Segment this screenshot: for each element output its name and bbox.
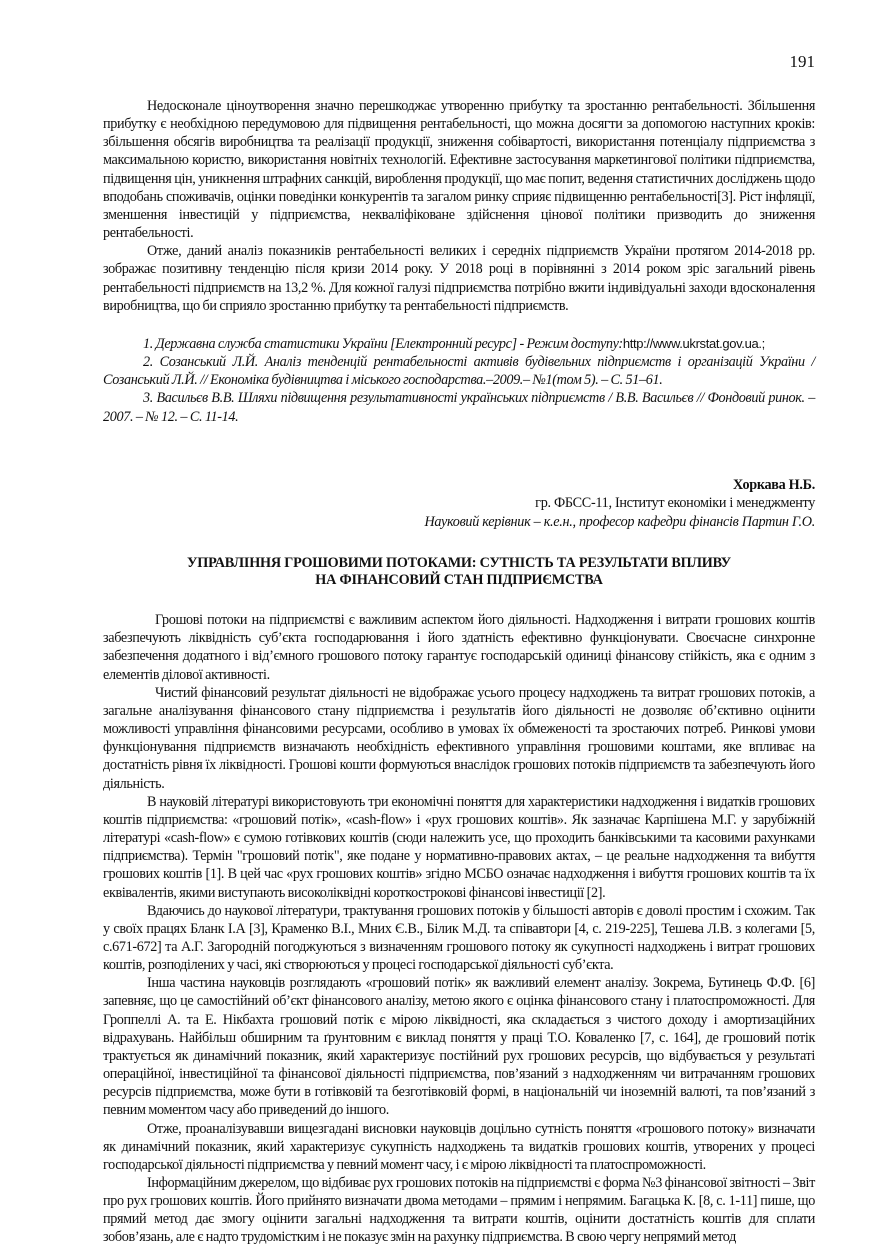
article-body <box>103 611 815 1246</box>
paragraph: Інша частина науковців розглядають «грошовий потік» як важливий елемент аналізу. Зокрема, Бутинець Ф.Ф. [6] запевняє, що це самостійний об’єкт фінансового аналізу, метою якого є оцінка фінансового стану і платоспроможності. Для Гроппеллі А. та Е. Нікбахта грошовий потік є мірою ліквідності, яка складається з чистого доходу і амортизаційних відрахувань. Найбільш обширним та ґрунтовним є виклад поняття у праці Т.О. Коваленко [7, с. 164], де грошовий потік трактується як динамічний показник, який характеризує постійний рух грошових ресурсів, що відбувається у результаті операційної, інвестиційної та фінансової діяльності підприємства, пов’язаний з надходженням чи витрачанням грошових ресурсів підприємства, може бути в готівковій та безготівковій формі, в національній чи іноземній валюті, та пов’язаний з певним моментом часу або приведений до іншого. <box>103 975 815 1119</box>
paragraph: Недосконале ціноутворення значно перешкоджає утворенню прибутку та зростанню рентабельності. Збільшення прибутку є необхідною передумовою для підвищення рентабельності, що можна досягти за допомогою наступних кроків: збільшення обсягів виробництва та реалізації продукції, зниження собівартості, використання потенціалу підприємства з максимальною користю, використання новітніх технологій. Ефективне застосування маркетингової політики підприємства, підвищення цін, уникнення штрафних санкцій, вироблення продукції, що має попит, ведення статистичних досліджень щодо вподобань споживачів, оцінки поведінки конкурентів та загалом ринку сприяє підвищенню рентабельності[3]. Ріст інфляції, зменшення інвестицій у підприємства, некваліфіковане здійснення цінової політики призводить до зниження рентабельності. <box>103 98 815 242</box>
document-page <box>103 50 815 1247</box>
paragraph: Отже, даний аналіз показників рентабельності великих і середніх підприємств України протягом 2014-2018 рр. зображає позитивну тенденцію після кризи 2014 року. У 2018 році в порівнянні з 2014 роком зріс загальний рівень рентабельності підприємств на 13,2 %. Для кожної галузі підприємства потрібно вжити індивідуальні заходи вдосконалення виробництва, що би сприяло зростанню прибутку та рентабельності підприємств. <box>103 243 815 314</box>
paragraph: Інформаційним джерелом, що відбиває рух грошових потоків на підприємстві є форма №3 фінансової звітності – Звіт про рух грошових коштів. Його прийнято визначати двома методами – прямим і непрямим. Багацька К. [8, с. 1-11] пише, що прямий метод дає змогу оцінити загальні надходження та витрати коштів, оцінити достатність коштів для сплати зобов’язань, але є надто трудомістким і не показує змін на рахунку підприємства. В свою чергу непрямий метод <box>103 1175 815 1246</box>
reference-item: 3. Васильєв В.В. Шляхи підвищення результативності українських підприємств / В.В. Васильєв // Фондовий ринок. – 2007. – № 12. – С. 11-14. <box>103 390 815 425</box>
author-supervisor: Науковий керівник – к.е.н., професор кафедри фінансів Партин Г.О. <box>424 513 815 530</box>
reference-item <box>103 335 815 353</box>
paragraph: Вдаючись до наукової літератури, трактування грошових потоків у більшості авторів є доволі простим і схожим. Так у своїх працях Бланк І.А [3], Краменко В.І., Мних Є.В., Білик М.Д. та співавтори [4, с. 219-225], Тешева Л.В. з колегами [5, с.671-672] та А.Г. Загородній погоджуються з визначенням грошового потоку як сукупності надходжень і витрат грошових коштів, розподілених у часі, які створюються у процесі господарської діяльності суб’єкта. <box>103 902 815 974</box>
article-title-line: НА ФІНАНСОВИЙ СТАН ПІДПРИЄМСТВА <box>315 572 603 589</box>
reference-link[interactable]: http://www.ukrstat.gov.ua.; <box>622 335 765 351</box>
article-title-line: УПРАВЛІННЯ ГРОШОВИМИ ПОТОКАМИ: СУТНІСТЬ ТА РЕЗУЛЬТАТИ ВПЛИВУ <box>187 555 731 572</box>
paragraph: Чистий фінансовий результат діяльності не відображає усього процесу надходжень та витрат грошових потоків, а загальне аналізування фінансового стану підприємства і результатів його діяльності не дозволяє об’єктивно оцінити можливості управління фінансовими ресурсами, особливо в умовах їх обмеженості та зростаючих потреб. Ринкові умови функціонування підприємств визначають необхідність ефективного управління грошовими коштами, яке впливає на достатність рівня їх ліквідності. Грошові кошти формуються внаслідок грошових потоків підприємств та забезпечують його діяльність. <box>103 684 815 792</box>
references-list <box>103 335 815 426</box>
author-name: Хоркава Н.Б. <box>732 476 815 493</box>
reference-item: 2. Созанський Л.Й. Аналіз тенденцій рентабельності активів будівельних підприємств і організацій України / Созанський Л.Й. // Економіка будівництва і міського господарства.–2009.– №1(том 5). – С. 51–61. <box>103 354 815 389</box>
paragraph: Грошові потоки на підприємстві є важливим аспектом його діяльності. Надходження і витрати грошових коштів забезпечують ліквідність суб’єкта господарювання і його здатність ефективно функціонувати. Своєчасне синхронне забезпечення додатного і від’ємного грошового потоку гарантує господарській одиниці фінансову стійкість, яка є одним з елементів ділової активності. <box>103 612 815 683</box>
author-block <box>103 476 815 532</box>
article-title <box>103 555 815 589</box>
page-number: 191 <box>789 52 815 71</box>
paragraph: Отже, проаналізувавши вищезгадані висновки науковців доцільно сутність поняття «грошового потоку» визначати як динамічний показник, який характеризує сукупність надходжень та видатків грошових коштів, утворених у процесі господарської діяльності підприємства у певний момент часу, і є мірою ліквідності та платоспроможності. <box>103 1120 815 1173</box>
reference-text: 1. Державна служба статистики України [Електронний ресурс] - Режим доступу: <box>143 335 623 352</box>
paragraph: В науковій літературі використовують три економічні поняття для характеристики надходження і видатків грошових коштів підприємства: «грошовий потік», «cash-flow» і «рух грошових коштів». Як зазначає Карпішена М.Г. у зарубіжній літературі «cash-flow» є сумою готівкових коштів (сюди належить усе, що проходить банківськими та касовими рахунками підприємства). Термін "грошовий потік", яке подане у нормативно-правових актах, – це реальне надходження та вибуття грошових коштів [1]. В цей час «рух грошових коштів» згідно МСБО означає надходження і вибуття грошових коштів та їх еквівалентів, якими виступають високоліквідні короткострокові фінансові інвестиції [2]. <box>103 793 815 901</box>
intro-section <box>103 97 815 315</box>
author-affiliation: гр. ФБСС-11, Інститут економіки і менеджменту <box>535 495 815 512</box>
